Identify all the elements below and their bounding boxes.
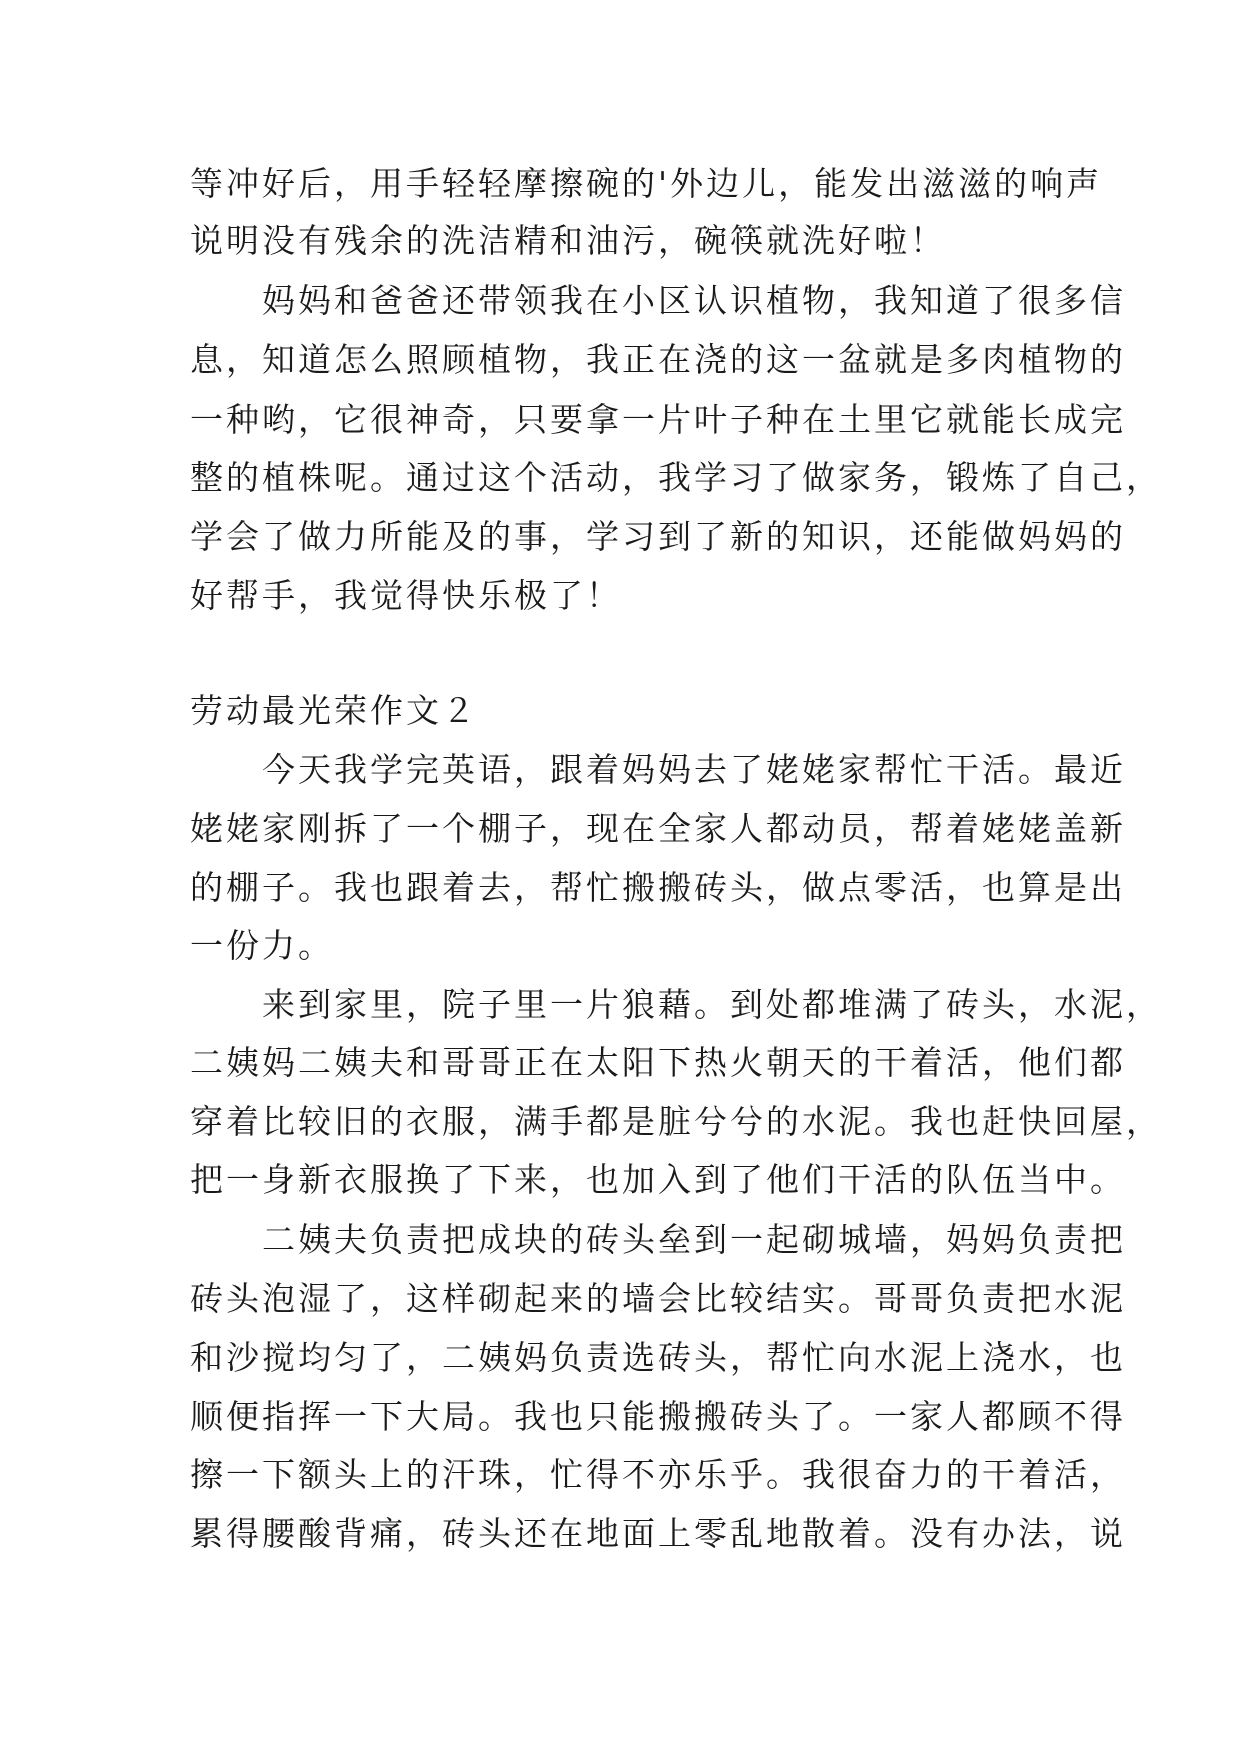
paragraph-line: 等冲好后，用手轻轻摩擦碗的'外边儿，能发出滋滋的响声 — [190, 164, 1103, 203]
paragraph-line: 息，知道怎么照顾植物，我正在浇的这一盆就是多肉植物的 — [190, 340, 1126, 379]
paragraph-line: 一份力。 — [190, 926, 334, 965]
paragraph-line: 累得腰酸背痛，砖头还在地面上零乱地散着。没有办法，说 — [190, 1514, 1126, 1553]
paragraph-line: 好帮手，我觉得快乐极了！ — [190, 576, 622, 615]
paragraph-line: 穿着比较旧的衣服，满手都是脏兮兮的水泥。我也赶快回屋， — [190, 1102, 1162, 1141]
paragraph-line: 学会了做力所能及的事，学习到了新的知识，还能做妈妈的 — [190, 517, 1126, 556]
paragraph-line: 二姨妈二姨夫和哥哥正在太阳下热火朝天的干着活，他们都 — [190, 1043, 1126, 1082]
paragraph-line: 二姨夫负责把成块的砖头垒到一起砌城墙，妈妈负责把 — [190, 1220, 1126, 1259]
paragraph-line: 一种哟，它很神奇，只要拿一片叶子种在土里它就能长成完 — [190, 400, 1126, 439]
paragraph-line: 砖头泡湿了，这样砌起来的墙会比较结实。哥哥负责把水泥 — [190, 1279, 1126, 1318]
paragraph-line: 今天我学完英语，跟着妈妈去了姥姥家帮忙干活。最近 — [190, 750, 1126, 789]
paragraph-line: 的棚子。我也跟着去，帮忙搬搬砖头，做点零活，也算是出 — [190, 868, 1126, 907]
paragraph-line: 把一身新衣服换了下来，也加入到了他们干活的队伍当中。 — [190, 1160, 1126, 1199]
paragraph-line: 顺便指挥一下大局。我也只能搬搬砖头了。一家人都顾不得 — [190, 1397, 1126, 1436]
paragraph-line: 说明没有残余的洗洁精和油污，碗筷就洗好啦！ — [190, 221, 946, 260]
paragraph-line: 擦一下额头上的汗珠，忙得不亦乐乎。我很奋力的干着活， — [190, 1455, 1126, 1494]
paragraph-line: 和沙搅均匀了，二姨妈负责选砖头，帮忙向水泥上浇水，也 — [190, 1338, 1126, 1377]
paragraph-line: 来到家里，院子里一片狼藉。到处都堆满了砖头，水泥， — [190, 985, 1162, 1024]
paragraph-line: 姥姥家刚拆了一个棚子，现在全家人都动员，帮着姥姥盖新 — [190, 809, 1126, 848]
paragraph-line: 妈妈和爸爸还带领我在小区认识植物，我知道了很多信 — [190, 281, 1126, 320]
paragraph-line: 整的植株呢。通过这个活动，我学习了做家务，锻炼了自己， — [190, 458, 1162, 497]
section-heading: 劳动最光荣作文２ — [190, 691, 478, 730]
